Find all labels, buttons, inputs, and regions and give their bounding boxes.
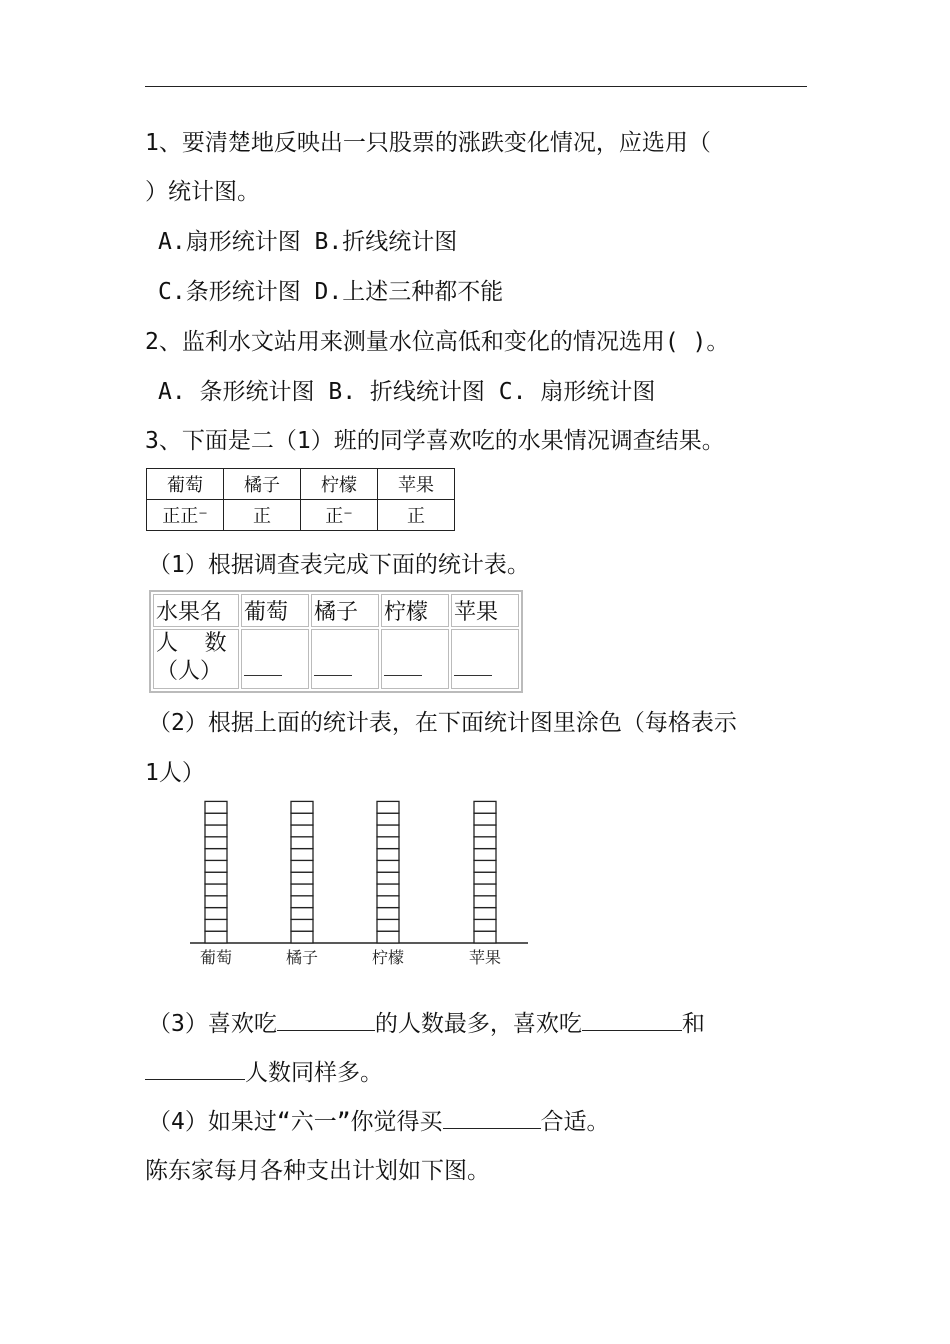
chart-cell[interactable] [377, 931, 399, 943]
chart-cell[interactable] [474, 896, 496, 908]
stats-count-orange[interactable] [311, 629, 379, 689]
survey-fruit-apple: 苹果 [378, 469, 455, 500]
survey-table [146, 468, 455, 531]
chart-label: 苹果 [468, 950, 502, 967]
stats-count-grape[interactable] [241, 629, 309, 689]
q3-part3-a: （3）喜欢吃 [148, 1011, 277, 1037]
chart-label: 橘子 [285, 950, 319, 967]
q2-stem: 2、监利水文站用来测量水位高低和变化的情况选用( )。 [145, 329, 730, 355]
part3-blank-3[interactable] [145, 1057, 245, 1080]
stats-fruit-grape: 葡萄 [241, 594, 309, 627]
chart-cell[interactable] [205, 919, 227, 931]
chart-cell[interactable] [205, 908, 227, 920]
chart-cell[interactable] [205, 849, 227, 861]
chart-cell[interactable] [474, 908, 496, 920]
chart-cell[interactable] [291, 884, 313, 896]
q3-part2-line2: 1人） [145, 760, 205, 786]
q3-part3-b: 的人数最多，喜欢吃 [374, 1011, 582, 1037]
stats-fruit-orange: 橘子 [311, 594, 379, 627]
chart-cell[interactable] [291, 825, 313, 837]
stats-count-lemon[interactable] [381, 629, 449, 689]
stats-fruit-apple: 苹果 [451, 594, 519, 627]
chart-column-0[interactable] [205, 801, 227, 943]
chart-cell[interactable] [205, 837, 227, 849]
coloring-bar-chart [190, 790, 530, 980]
chart-cell[interactable] [291, 908, 313, 920]
chart-cell[interactable] [474, 872, 496, 884]
stats-count-row [153, 629, 519, 689]
chart-cell[interactable] [291, 872, 313, 884]
stats-table [149, 590, 523, 693]
chart-cell[interactable] [377, 872, 399, 884]
stats-header-row [153, 594, 519, 627]
chart-cell[interactable] [205, 884, 227, 896]
part3-blank-2[interactable] [582, 1008, 682, 1031]
stats-fruit-lemon: 柠檬 [381, 594, 449, 627]
survey-fruit-lemon: 柠檬 [301, 469, 378, 500]
chart-cell[interactable] [291, 931, 313, 943]
chart-cell[interactable] [205, 860, 227, 872]
chart-cell[interactable] [291, 860, 313, 872]
stats-row-label-a: 人 数 [156, 631, 227, 656]
q1-stem-line1: 1、要清楚地反映出一只股票的涨跌变化情况，应选用（ [145, 130, 711, 156]
q1-stem-line2: ）统计图。 [145, 179, 260, 205]
q3-part4-b: 合适。 [540, 1109, 610, 1135]
chart-cell[interactable] [377, 896, 399, 908]
chart-cell[interactable] [291, 813, 313, 825]
q3-part4 [148, 1106, 610, 1137]
chart-cell[interactable] [291, 849, 313, 861]
q3-part1: （1）根据调查表完成下面的统计表。 [148, 552, 530, 578]
chart-cell[interactable] [205, 825, 227, 837]
chart-column-1[interactable] [291, 801, 313, 943]
chart-cell[interactable] [474, 801, 496, 813]
q3-part3-line2 [145, 1057, 383, 1088]
survey-tally-row [147, 500, 455, 531]
chart-cell[interactable] [474, 837, 496, 849]
chart-cell[interactable] [377, 813, 399, 825]
stats-row-label-b: （人） [156, 659, 223, 684]
chart-cell[interactable] [377, 837, 399, 849]
q3-stem: 3、下面是二（1）班的同学喜欢吃的水果情况调查结果。 [145, 428, 725, 454]
chart-cell[interactable] [377, 908, 399, 920]
chart-cell[interactable] [291, 919, 313, 931]
chart-cell[interactable] [474, 919, 496, 931]
chart-cell[interactable] [377, 884, 399, 896]
q1-options-ab: A.扇形统计图 B.折线统计图 [158, 229, 458, 255]
chart-cell[interactable] [205, 896, 227, 908]
chart-cell[interactable] [474, 849, 496, 861]
chart-cell[interactable] [474, 860, 496, 872]
survey-header-row [147, 469, 455, 500]
stats-row-label [153, 629, 239, 689]
part4-blank[interactable] [443, 1106, 541, 1129]
chart-cell[interactable] [377, 860, 399, 872]
survey-tally-orange: 正 [224, 500, 301, 531]
chart-cell[interactable] [377, 825, 399, 837]
q3-part3-line1 [148, 1008, 705, 1039]
q3-part4-a: （4）如果过“六一”你觉得买 [148, 1109, 443, 1135]
chart-cell[interactable] [291, 801, 313, 813]
survey-tally-apple: 正 [378, 500, 455, 531]
chart-cell[interactable] [205, 931, 227, 943]
q4-stem: 陈东家每月各种支出计划如下图。 [145, 1158, 490, 1184]
survey-fruit-grape: 葡萄 [147, 469, 224, 500]
chart-cell[interactable] [205, 801, 227, 813]
chart-cell[interactable] [205, 813, 227, 825]
part3-blank-1[interactable] [277, 1008, 375, 1031]
chart-cell[interactable] [377, 801, 399, 813]
chart-cell[interactable] [291, 837, 313, 849]
survey-tally-lemon: 正⁻ [301, 500, 378, 531]
q2-options: A. 条形统计图 B. 折线统计图 C. 扇形统计图 [158, 379, 656, 405]
stats-header-label: 水果名 [153, 594, 239, 627]
chart-cell[interactable] [291, 896, 313, 908]
survey-tally-grape: 正正⁻ [147, 500, 224, 531]
chart-cell[interactable] [377, 849, 399, 861]
chart-cell[interactable] [474, 884, 496, 896]
q3-part2-line1: （2）根据上面的统计表，在下面统计图里涂色（每格表示 [148, 710, 737, 736]
chart-cell[interactable] [205, 872, 227, 884]
chart-cell[interactable] [474, 813, 496, 825]
chart-column-2[interactable] [377, 801, 399, 943]
chart-label: 柠檬 [371, 950, 405, 967]
chart-label: 葡萄 [199, 950, 233, 967]
survey-fruit-orange: 橘子 [224, 469, 301, 500]
q3-part3-c: 和 [681, 1011, 705, 1037]
q1-options-cd: C.条形统计图 D.上述三种都不能 [158, 279, 504, 305]
chart-cell[interactable] [474, 931, 496, 943]
stats-count-apple[interactable] [451, 629, 519, 689]
chart-column-3[interactable] [474, 801, 496, 943]
chart-cell[interactable] [377, 919, 399, 931]
q3-part3-d: 人数同样多。 [245, 1060, 383, 1086]
chart-cell[interactable] [474, 825, 496, 837]
header-rule [145, 86, 807, 87]
